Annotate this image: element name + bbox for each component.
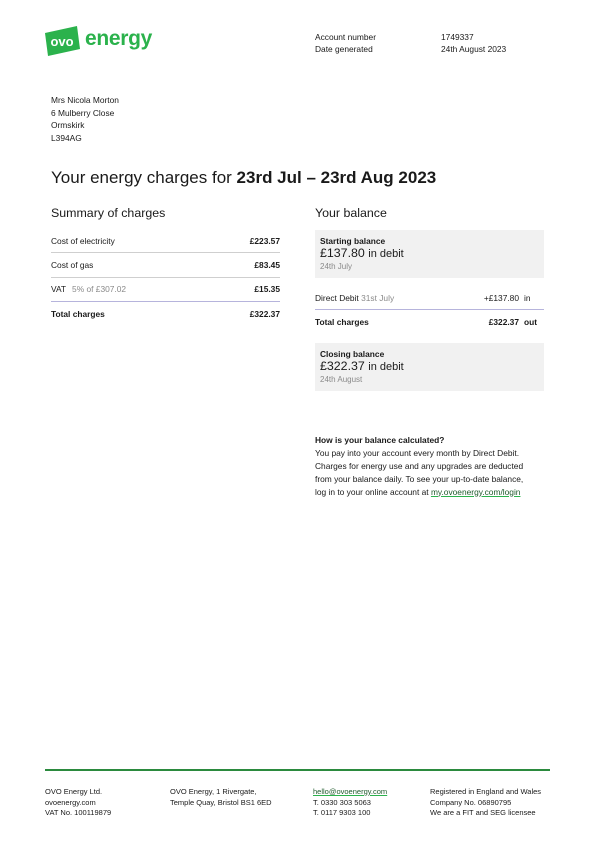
total-amount: £322.37 [249, 309, 280, 320]
balance-total-label: Total charges [315, 317, 369, 327]
footer-phone: T. 0330 303 5063 [313, 797, 371, 807]
footer-registration-line: Registered in England and Wales [430, 787, 542, 796]
address-line: Mrs Nicola Morton [51, 95, 119, 105]
date-generated-label: Date generated [315, 44, 373, 54]
footer-divider [45, 769, 550, 771]
footer-phone: T. 0117 9303 100 [313, 808, 371, 817]
balance-total-amount: £322.37 [488, 317, 519, 327]
date-generated-value: 24th August 2023 [441, 44, 507, 54]
account-login-link[interactable]: my.ovoenergy.com/login [430, 486, 521, 497]
balance-total-suffix: out [524, 317, 538, 327]
footer-company [45, 787, 111, 819]
closing-balance-amount: £322.37 [320, 359, 365, 373]
direct-debit-row [315, 286, 544, 310]
address-line: 6 Mulberry Close [51, 107, 115, 118]
explanation-login-text: log in to your online account at [315, 486, 431, 497]
direct-debit-suffix: in [524, 292, 531, 303]
footer-address-line: Temple Quay, Bristol BS1 6ED [170, 797, 272, 807]
closing-balance-date: 24th August [320, 375, 363, 384]
direct-debit-label: Direct Debit [315, 292, 359, 303]
explanation-title: How is your balance calculated? [315, 435, 445, 445]
charge-row-electricity [51, 229, 280, 253]
charge-amount: £223.57 [249, 235, 280, 246]
svg-text:ovo: ovo [50, 34, 74, 49]
direct-debit-date: 31st July [361, 292, 395, 303]
explanation-line-last [315, 486, 547, 499]
footer-company-number: Company No. 06890795 [430, 797, 512, 807]
closing-balance-state: in debit [368, 361, 404, 373]
customer-address [51, 94, 119, 145]
starting-balance-state: in debit [368, 248, 404, 260]
ovo-logo-badge-icon [42, 24, 82, 58]
footer-website[interactable]: ovoenergy.com [45, 797, 96, 807]
starting-balance-box [315, 230, 544, 278]
closing-balance-box [315, 343, 544, 391]
account-number-label: Account number [315, 32, 376, 42]
page-title-prefix: Your energy charges for [51, 168, 237, 187]
summary-of-charges [51, 229, 280, 327]
charge-row-vat [51, 278, 280, 302]
footer-vat-number: VAT No. 100119879 [45, 808, 112, 817]
footer-licensee: We are a FIT and SEG licensee [430, 808, 536, 817]
footer-contact [313, 787, 387, 819]
vat-amount: £15.35 [254, 284, 280, 295]
vat-label: VAT [51, 284, 67, 295]
footer-address [170, 787, 272, 808]
charge-label: Cost of electricity [51, 235, 115, 246]
balance-title: Your balance [315, 206, 387, 220]
charge-label: Cost of gas [51, 260, 94, 271]
starting-balance-amount: £137.80 [320, 246, 365, 260]
account-meta [315, 31, 506, 55]
account-number-value: 1749337 [441, 32, 474, 42]
address-line: L394AG [51, 133, 82, 144]
footer-address-line: OVO Energy, 1 Rivergate, [170, 787, 257, 796]
page-title-dates: 23rd Jul – 23rd Aug 2023 [236, 168, 437, 187]
footer-company-name: OVO Energy Ltd. [45, 787, 103, 796]
charge-amount: £83.45 [254, 260, 280, 271]
page-title [51, 168, 436, 188]
summary-title: Summary of charges [51, 206, 166, 220]
balance-explanation [315, 434, 547, 499]
closing-balance-label: Closing balance [320, 349, 385, 359]
starting-balance-label: Starting balance [320, 236, 386, 246]
charge-row-total [51, 302, 280, 326]
your-balance [315, 230, 544, 391]
total-label: Total charges [51, 309, 105, 320]
address-line: Ormskirk [51, 120, 85, 131]
vat-note: 5% of £307.02 [72, 284, 127, 295]
direct-debit-amount: +£137.80 [483, 292, 519, 303]
ovo-energy-logo [42, 22, 153, 62]
footer-registration [430, 787, 541, 819]
logo-wordmark: energy [85, 27, 153, 50]
explanation-line: You pay into your account every month by Direct Debit. [315, 447, 520, 458]
explanation-line: from your balance daily. To see your up-to-date balance, [315, 473, 524, 484]
footer-email-link[interactable]: hello@ovoenergy.com [313, 787, 388, 796]
balance-total-row [315, 310, 544, 334]
explanation-line: Charges for energy use and any upgrades are deducted [315, 460, 524, 471]
charge-row-gas [51, 253, 280, 277]
starting-balance-date: 24th July [320, 262, 353, 271]
